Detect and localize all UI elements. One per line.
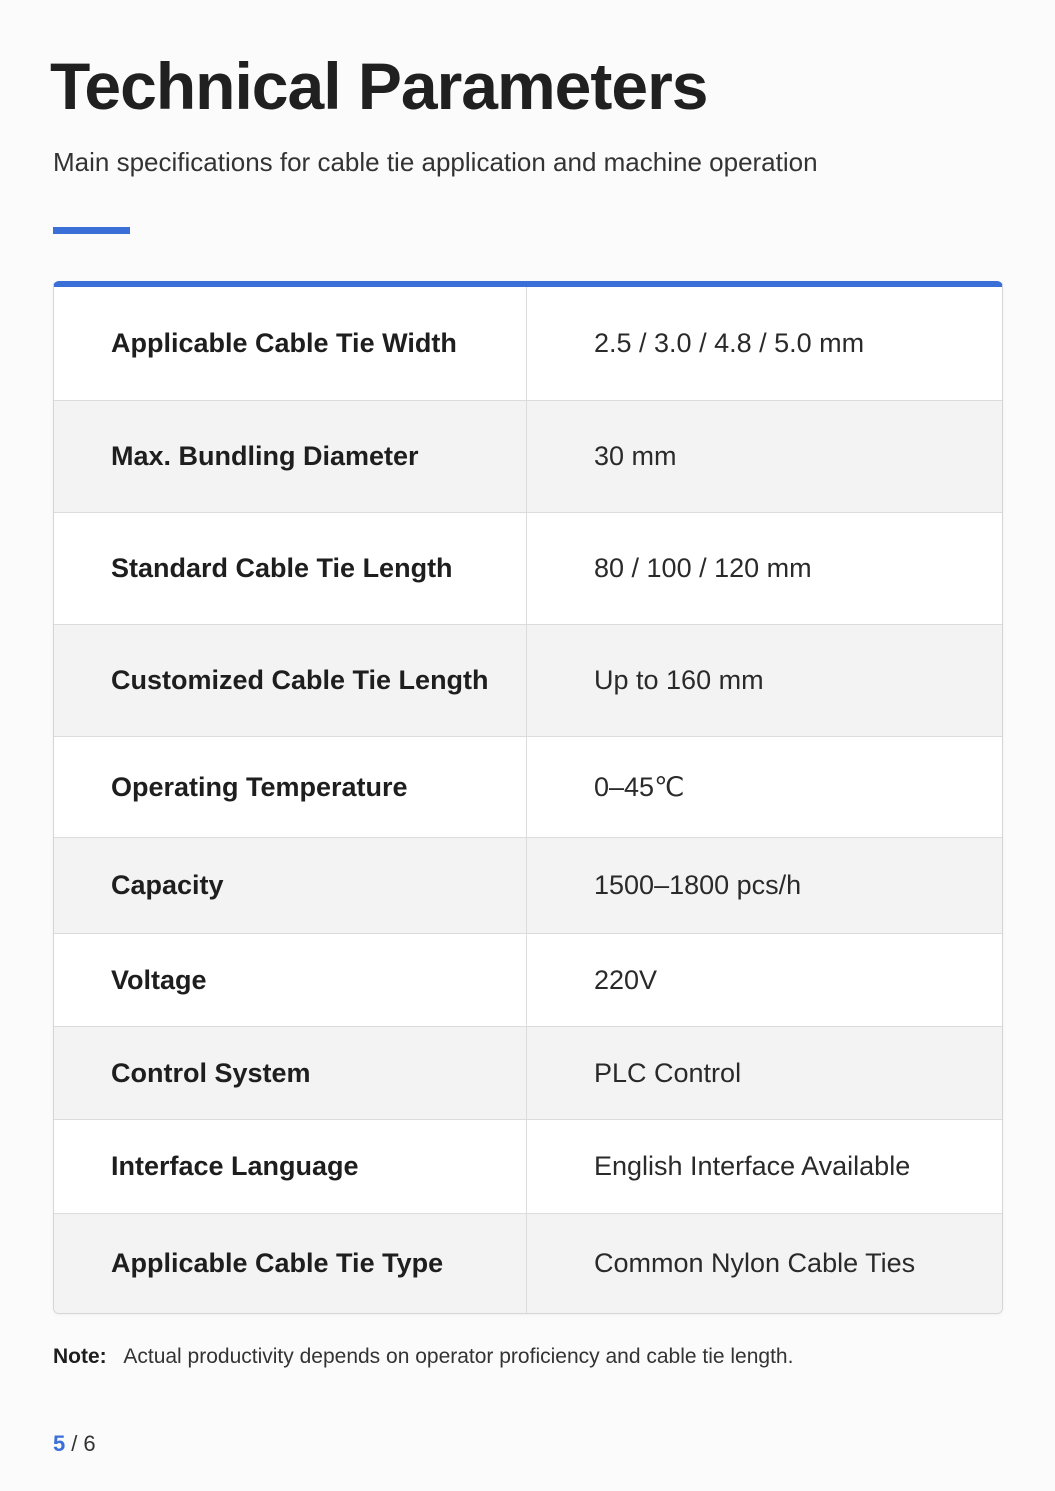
accent-divider — [53, 227, 130, 234]
spec-value: 30 mm — [594, 441, 677, 471]
table-row — [54, 287, 1002, 400]
spec-label: Applicable Cable Tie Width — [54, 287, 527, 400]
total-pages: 6 — [83, 1431, 96, 1456]
table-row — [54, 1213, 1002, 1313]
spec-label: Operating Temperature — [54, 737, 527, 837]
page-indicator — [53, 1431, 96, 1457]
table-row — [54, 837, 1002, 933]
footnote — [53, 1345, 793, 1369]
spec-label: Applicable Cable Tie Type — [54, 1214, 527, 1313]
spec-value: 0–45℃ — [594, 771, 685, 802]
table-row — [54, 1026, 1002, 1119]
spec-label: Interface Language — [54, 1120, 527, 1213]
table-row — [54, 933, 1002, 1026]
spec-value: Up to 160 mm — [594, 665, 764, 695]
spec-value: 220V — [594, 964, 658, 995]
table-row — [54, 400, 1002, 512]
page-separator: / — [71, 1431, 78, 1456]
spec-value: Common Nylon Cable Ties — [594, 1248, 916, 1278]
spec-value: PLC Control — [594, 1057, 742, 1088]
spec-table — [53, 281, 1003, 1314]
page-title: Technical Parameters — [50, 49, 708, 123]
spec-value: 80 / 100 / 120 mm — [594, 553, 812, 583]
current-page-number: 5 — [53, 1431, 66, 1456]
spec-label: Control System — [54, 1027, 527, 1119]
note-text: Actual productivity depends on operator proficiency and cable tie length. — [123, 1345, 794, 1368]
table-row — [54, 736, 1002, 837]
note-label: Note: — [53, 1345, 107, 1368]
table-row — [54, 1119, 1002, 1213]
page-subtitle: Main specifications for cable tie application and machine operation — [53, 147, 818, 177]
spec-label: Standard Cable Tie Length — [54, 513, 527, 624]
spec-label: Voltage — [54, 934, 527, 1026]
spec-label: Max. Bundling Diameter — [54, 401, 527, 512]
spec-value: 2.5 / 3.0 / 4.8 / 5.0 mm — [594, 328, 865, 358]
spec-label: Customized Cable Tie Length — [54, 625, 527, 736]
table-row — [54, 512, 1002, 624]
table-row — [54, 624, 1002, 736]
spec-label: Capacity — [54, 838, 527, 933]
spec-value: 1500–1800 pcs/h — [594, 870, 802, 900]
spec-value: English Interface Available — [594, 1151, 911, 1181]
